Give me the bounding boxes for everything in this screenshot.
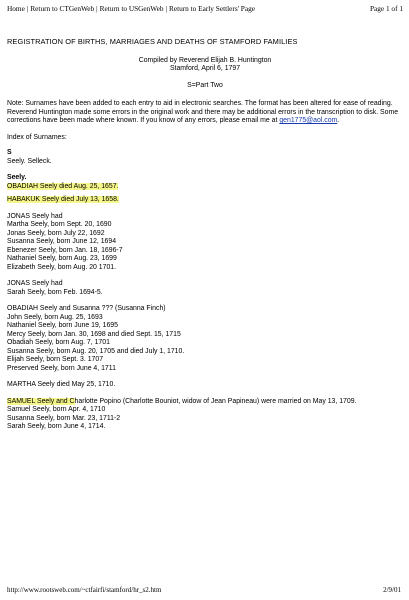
index-heading: Index of Surnames: — [7, 133, 67, 141]
browser-print-footer — [7, 586, 401, 596]
page-content — [7, 38, 403, 432]
child-record: Susanna Seely, born June 12, 1694 — [7, 238, 117, 245]
note-text: Note: Surnames have been added to each entry to aid in electronic searches. The format has been altered for ease of reading. Reverend Huntington made some errors in the original work and there may be additional errors in the transcription to disk. Some corrections have been made where known. If you know of any errors, please email me at — [7, 100, 399, 124]
family-record — [7, 280, 403, 297]
nav-link-early-settlers[interactable]: Return to Early Settlers' Page — [168, 4, 255, 13]
index-surnames: Seely. Selleck. — [7, 157, 52, 165]
place-date: Stamford, April 6, 1797 — [169, 65, 241, 72]
note-end: . — [337, 117, 340, 124]
email-link[interactable]: gen1775@aol.com — [279, 117, 338, 124]
child-record: Susanna Seely, born Aug. 20, 1705 and died July 1, 1710. — [7, 347, 185, 355]
child-record: Sarah Seely, born Feb. 1694-5. — [7, 288, 103, 296]
child-record: Susanna Seely, born Mar. 23, 1711-2 — [7, 414, 121, 422]
nav-link-usgenweb[interactable]: Return to USGenWeb — [99, 4, 164, 13]
nav-link-ctgenweb[interactable]: Return to CTGenWeb — [30, 4, 95, 13]
child-record: Mercy Seely, born Jan. 30, 1698 and died Sept. 15, 1715 — [7, 330, 181, 338]
transcription-note — [7, 100, 403, 126]
page-title: REGISTRATION OF BIRTHS, MARRIAGES AND DEATHS OF STAMFORD FAMILIES — [7, 37, 298, 46]
nav-link-home[interactable]: Home — [7, 4, 25, 13]
print-date: 2/9/01 — [383, 586, 401, 594]
part-label: S=Part Two — [187, 81, 223, 89]
family-head: JONAS Seely had — [7, 212, 63, 220]
family-record — [7, 213, 403, 273]
family-head: JONAS Seely had — [7, 280, 63, 287]
record-death-habakuk: HABAKUK Seely died July 13, 1658. — [7, 196, 119, 203]
nav-separator: | — [96, 4, 98, 13]
page-indicator: Page 1 of 1 — [369, 4, 403, 13]
child-record: Preserved Seely, born June 4, 1711 — [7, 364, 116, 372]
index-letter: S — [7, 149, 12, 156]
child-record: Obadiah Seely, born Aug. 7, 1701 — [7, 339, 110, 346]
child-record: Samuel Seely, born Apr. 4, 1710 — [7, 406, 106, 413]
child-record: Elizabeth Seely, born Aug. 20 1701. — [7, 263, 117, 271]
nav-separator: | — [26, 4, 29, 13]
compiled-by: Compiled by Reverend Elijah B. Huntington — [138, 56, 272, 64]
record-death-martha: MARTHA Seely died May 25, 1710. — [7, 381, 116, 388]
child-record: Nathaniel Seely, born June 19, 1695 — [7, 322, 118, 329]
child-record: Elijah Seely, born Sept. 3. 1707 — [7, 356, 104, 363]
marriage-highlight: SAMUEL Seely and C — [7, 397, 75, 405]
marriage-record — [7, 398, 403, 432]
family-record — [7, 305, 403, 373]
nav-links — [7, 4, 255, 13]
page-url: http://www.rootsweb.com/~ctfairfi/stamford/hr_s2.htm — [7, 586, 162, 594]
browser-print-header — [7, 4, 403, 14]
record-death-obadiah: OBADIAH Seely died Aug. 25, 1657. — [7, 182, 119, 190]
child-record: Martha Seely, born Sept. 20, 1690 — [7, 221, 112, 228]
nav-separator: | — [165, 4, 167, 13]
marriage-text: harlotte Popino (Charlotte Bouniot, widow of Jean Papineau) were married on May 13, 1709. — [74, 397, 357, 405]
child-record: Sarah Seely, born June 4, 1714. — [7, 423, 106, 430]
child-record: Nathaniel Seely, born Aug. 23, 1699 — [7, 255, 117, 262]
child-record: Ebenezer Seely, born Jan. 18, 1696-7 — [7, 246, 123, 254]
family-head: OBADIAH Seely and Susanna ??? (Susanna Finch) — [7, 305, 166, 312]
section-heading: Seely. — [7, 174, 27, 181]
child-record: Jonas Seely, born July 22, 1692 — [7, 229, 105, 237]
child-record: John Seely, born Aug. 25, 1693 — [7, 313, 103, 321]
